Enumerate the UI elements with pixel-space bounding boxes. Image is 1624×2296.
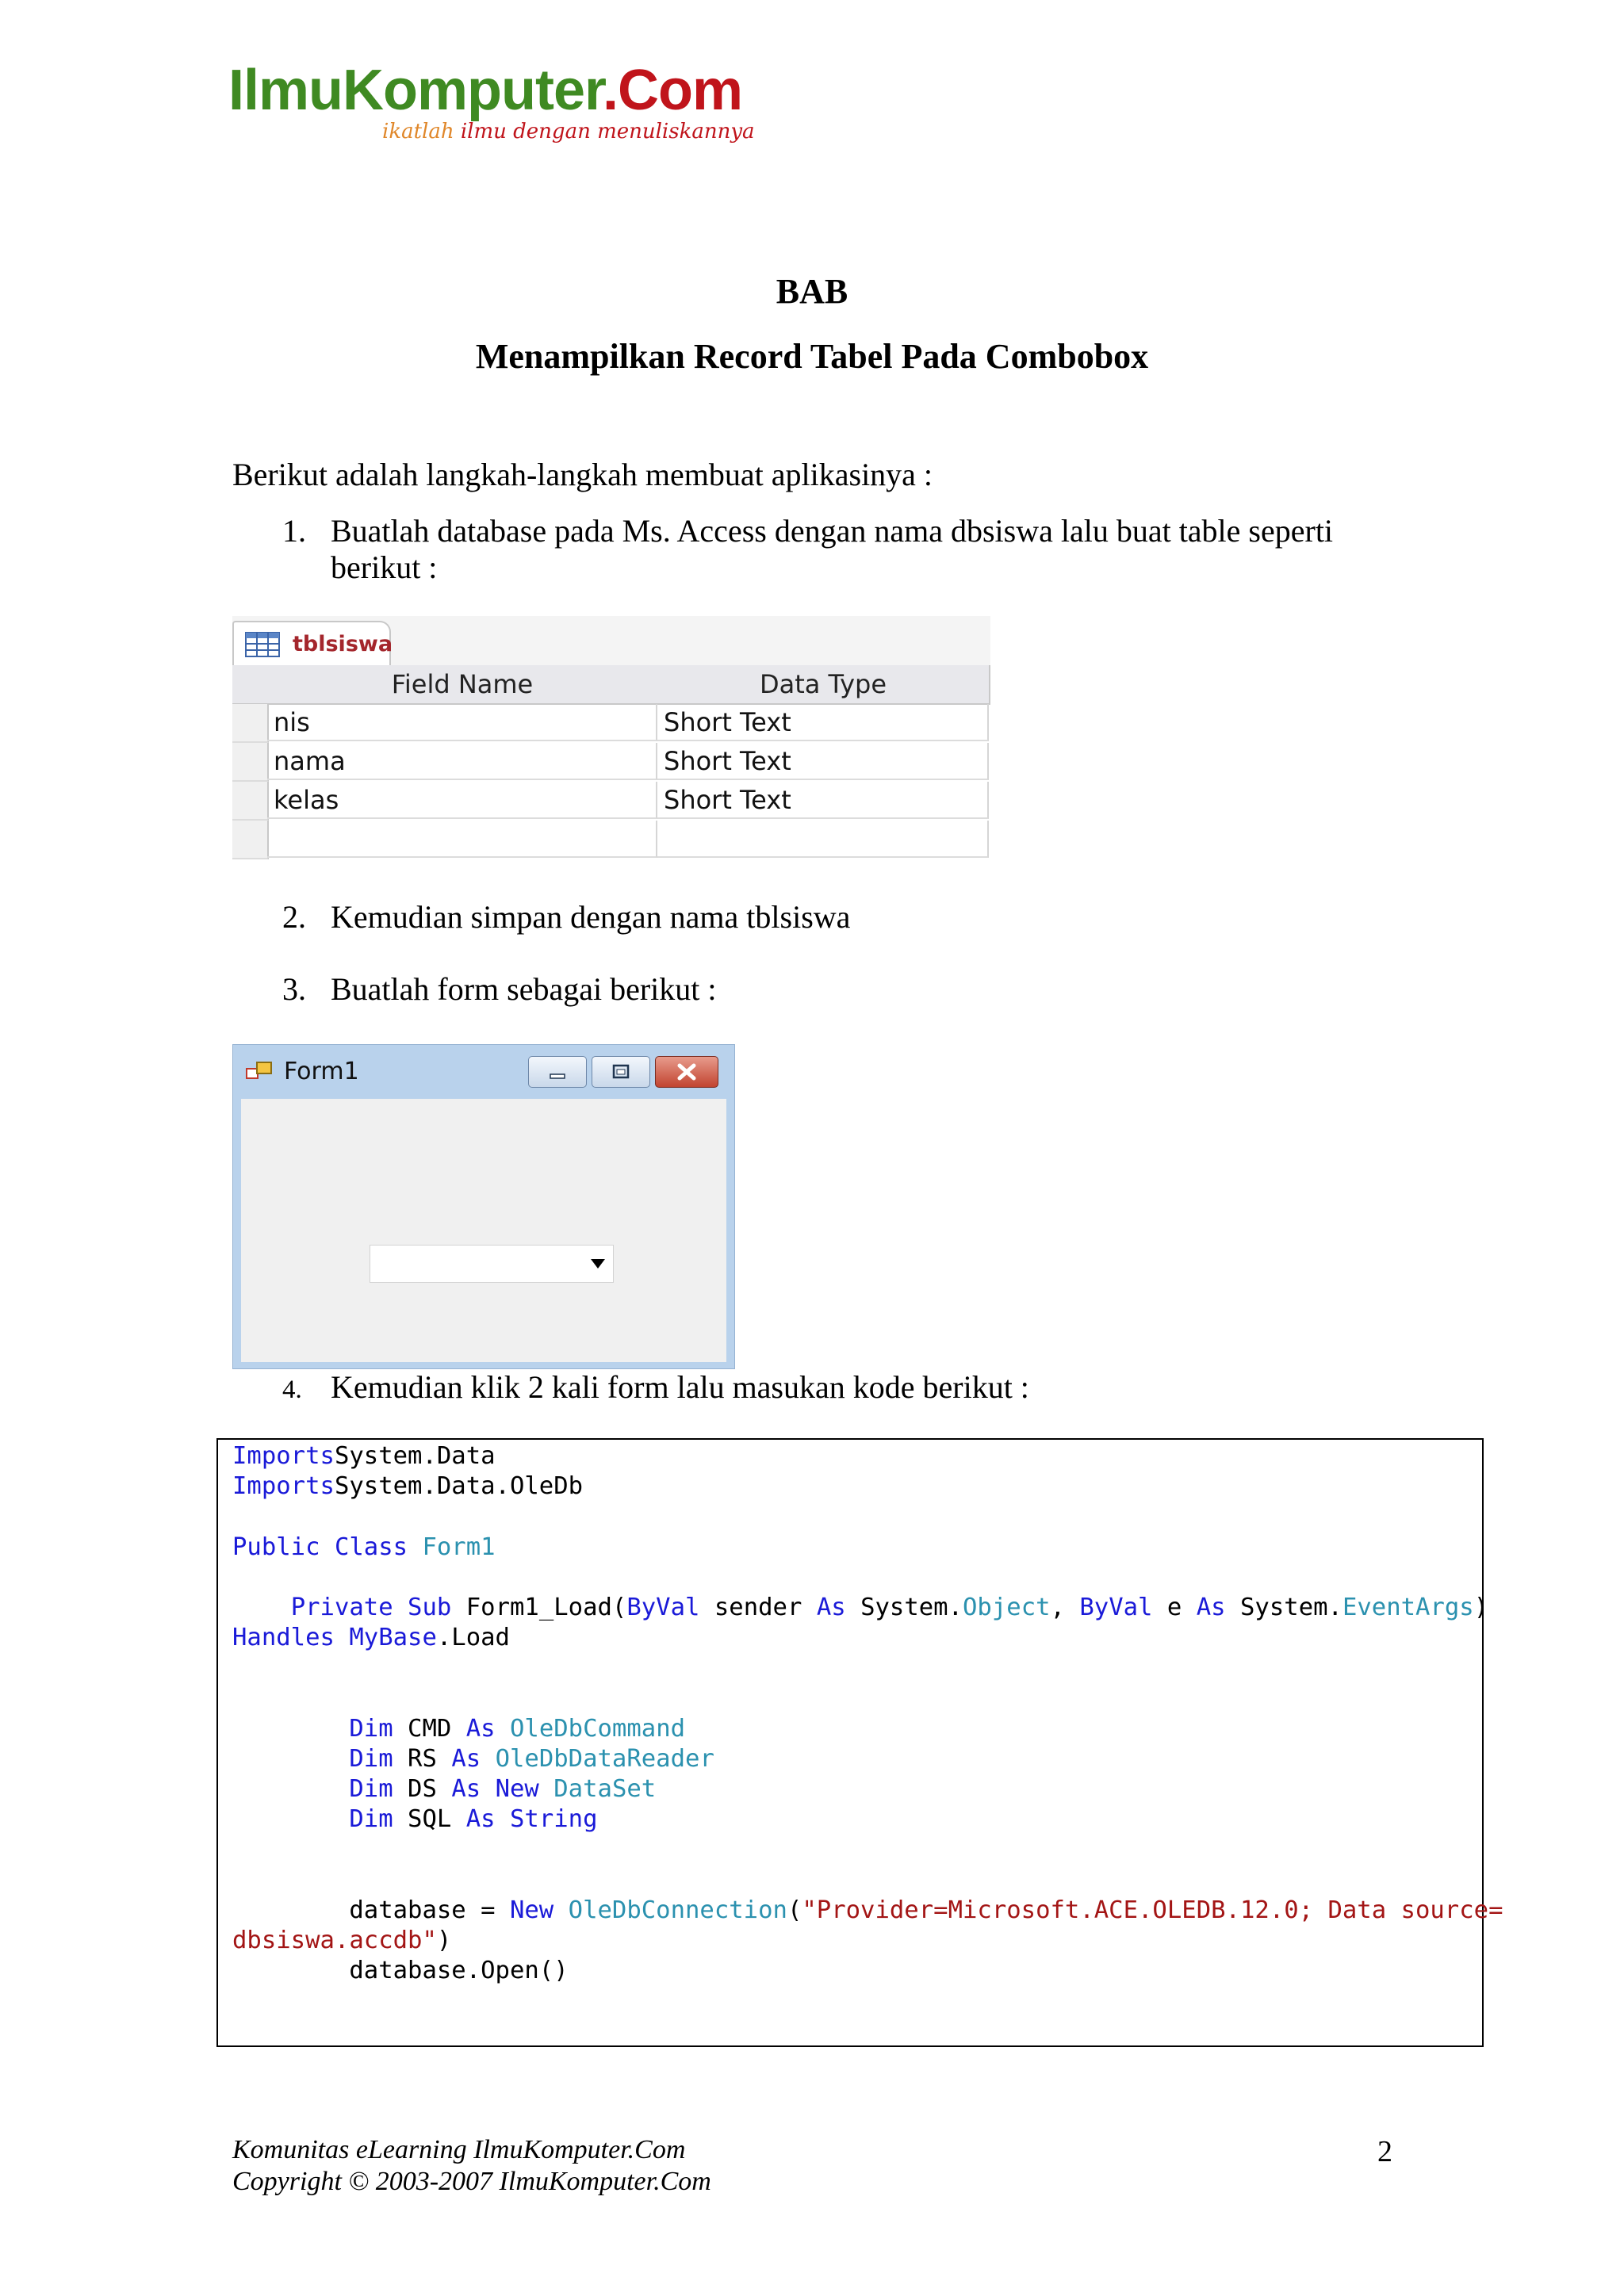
form-app-icon xyxy=(246,1061,274,1085)
combobox[interactable] xyxy=(370,1245,614,1283)
code-token: database.Open() xyxy=(232,1957,569,1985)
maximize-button[interactable] xyxy=(592,1056,650,1088)
code-token xyxy=(232,1775,349,1803)
logo-text-main: IlmuKomputer xyxy=(228,59,603,122)
field-name-cell[interactable]: nama xyxy=(267,743,657,780)
step-1-text-cont: berikut : xyxy=(331,549,438,585)
step-4-number: 4. xyxy=(282,1376,302,1404)
code-token: Dim xyxy=(349,1714,393,1743)
code-line xyxy=(232,1594,1488,1621)
code-token xyxy=(232,1745,349,1773)
step-2-number: 2. xyxy=(282,899,306,935)
code-token: ByVal xyxy=(626,1594,700,1622)
code-token: ByVal xyxy=(1079,1594,1153,1622)
code-token xyxy=(232,1715,349,1743)
code-token: New xyxy=(495,1775,539,1804)
field-name-cell-empty[interactable] xyxy=(267,821,657,858)
row-selector-header[interactable] xyxy=(232,665,269,705)
code-token: Dim xyxy=(349,1805,393,1834)
data-type-cell[interactable]: Short Text xyxy=(657,743,989,780)
code-line xyxy=(232,1715,685,1743)
code-token xyxy=(232,1594,291,1621)
code-token: sender xyxy=(699,1594,817,1622)
close-icon xyxy=(656,1057,718,1087)
access-table-tab[interactable] xyxy=(232,621,391,667)
code-token: System.Data.OleDb xyxy=(334,1472,584,1501)
code-token: Dim xyxy=(349,1775,393,1804)
maximize-icon xyxy=(592,1057,649,1087)
code-token xyxy=(393,1594,408,1621)
code-token: database = xyxy=(232,1896,510,1925)
code-token: EventArgs xyxy=(1342,1594,1474,1622)
code-line xyxy=(232,1472,583,1500)
code-line xyxy=(232,1533,496,1561)
access-tab-label: tblsiswa xyxy=(293,632,393,656)
page-number: 2 xyxy=(1377,2135,1392,2168)
step-2-text: Kemudian simpan dengan nama tblsiswa xyxy=(331,899,851,935)
code-token: As xyxy=(816,1594,846,1622)
row-selector[interactable] xyxy=(232,821,269,859)
row-selector[interactable] xyxy=(232,704,269,743)
code-line xyxy=(232,1957,569,1984)
chapter-label: BAB xyxy=(776,272,848,311)
code-token: "Provider=Microsoft.ACE.OLEDB.12.0; Data source= xyxy=(802,1896,1503,1925)
code-token: dbsiswa.accdb" xyxy=(232,1927,437,1955)
code-token: System. xyxy=(845,1594,963,1622)
form-client-area xyxy=(241,1099,726,1362)
field-name-cell[interactable]: kelas xyxy=(267,782,657,819)
code-token: As xyxy=(451,1745,481,1774)
row-selector[interactable] xyxy=(232,782,269,821)
logo-tagline-rest: ilmu dengan menuliskannya xyxy=(454,120,755,144)
code-token xyxy=(481,1775,495,1803)
code-line xyxy=(232,1442,496,1470)
code-block xyxy=(216,1438,1503,2047)
code-token: As xyxy=(465,1805,496,1834)
code-token: As xyxy=(451,1775,481,1804)
step-1-text: Buatlah database pada Ms. Access dengan nama dbsiswa lalu buat table seperti xyxy=(331,513,1334,549)
data-type-cell[interactable]: Short Text xyxy=(657,782,989,819)
minimize-button[interactable] xyxy=(528,1056,587,1088)
code-token xyxy=(539,1775,553,1803)
code-token: String xyxy=(510,1805,598,1834)
code-token: RS xyxy=(393,1745,452,1774)
code-token xyxy=(481,1745,495,1773)
code-line xyxy=(232,1896,1503,1924)
code-token xyxy=(496,1715,510,1743)
code-token xyxy=(232,1805,349,1833)
code-token: Handles xyxy=(232,1624,335,1652)
code-line xyxy=(232,1805,598,1833)
intro-paragraph: Berikut adalah langkah-langkah membuat aplikasinya : xyxy=(232,457,933,492)
column-header-data-type[interactable]: Data Type xyxy=(657,665,990,705)
code-token: OleDbConnection xyxy=(568,1896,787,1925)
footer-copyright: Copyright © 2003-2007 IlmuKomputer.Com xyxy=(232,2167,711,2196)
code-token: OleDbDataReader xyxy=(495,1745,714,1774)
code-token: OleDbCommand xyxy=(510,1714,686,1743)
code-token xyxy=(320,1533,335,1561)
code-token: ) xyxy=(436,1927,452,1955)
footer-community: Komunitas eLearning IlmuKomputer.Com xyxy=(232,2135,686,2164)
field-name-cell[interactable]: nis xyxy=(267,704,657,741)
code-token: As xyxy=(1196,1594,1226,1622)
table-icon xyxy=(245,632,280,657)
site-logo xyxy=(228,59,743,122)
access-table-design-view xyxy=(232,616,990,862)
code-token xyxy=(408,1533,422,1561)
code-token: System.Data xyxy=(334,1442,496,1470)
code-token: System. xyxy=(1225,1594,1342,1622)
code-token: Imports xyxy=(232,1442,335,1470)
step-1-number: 1. xyxy=(282,513,306,549)
form-title: Form1 xyxy=(284,1058,359,1085)
code-token: Private xyxy=(290,1594,393,1622)
step-4-text: Kemudian klik 2 kali form lalu masukan kode berikut : xyxy=(331,1369,1029,1405)
code-token: e xyxy=(1152,1594,1197,1622)
code-token: Sub xyxy=(408,1594,452,1622)
code-token: Imports xyxy=(232,1472,335,1501)
code-token: DS xyxy=(393,1775,452,1804)
chevron-down-icon[interactable] xyxy=(591,1259,605,1269)
code-listing xyxy=(232,1441,1503,1987)
chapter-title: Menampilkan Record Tabel Pada Combobox xyxy=(475,337,1149,376)
code-token: Public xyxy=(232,1533,320,1561)
close-button[interactable] xyxy=(655,1056,718,1088)
logo-text-domain: .Com xyxy=(603,59,743,122)
code-token: Dim xyxy=(349,1745,393,1774)
code-token: ) xyxy=(1473,1594,1489,1622)
code-line xyxy=(232,1745,714,1773)
code-token: New xyxy=(509,1896,554,1925)
row-selector[interactable] xyxy=(232,743,269,782)
code-token: As xyxy=(465,1714,496,1743)
code-token xyxy=(553,1896,568,1924)
code-token: Class xyxy=(334,1533,408,1561)
code-token: SQL xyxy=(393,1805,466,1834)
code-token: .Load xyxy=(436,1624,510,1652)
code-token: ( xyxy=(787,1896,802,1925)
code-line xyxy=(232,1624,510,1651)
code-token xyxy=(335,1624,349,1651)
code-token: Object xyxy=(963,1594,1051,1622)
winform-window xyxy=(232,1044,735,1369)
logo-tagline xyxy=(382,121,755,142)
step-3-number: 3. xyxy=(282,971,306,1007)
code-line xyxy=(232,1775,656,1803)
data-type-cell-empty[interactable] xyxy=(657,821,989,858)
code-token: DataSet xyxy=(553,1775,657,1804)
code-token: Form1_Load( xyxy=(451,1594,627,1622)
column-header-field-name[interactable]: Field Name xyxy=(267,665,659,705)
code-line xyxy=(232,1927,451,1954)
code-token xyxy=(496,1805,510,1833)
code-token: CMD xyxy=(393,1714,466,1743)
data-type-cell[interactable]: Short Text xyxy=(657,704,989,741)
code-token: , xyxy=(1050,1594,1080,1622)
step-3-text: Buatlah form sebagai berikut : xyxy=(331,971,717,1007)
logo-tagline-first: ikatlah xyxy=(382,120,454,144)
code-token: Form1 xyxy=(422,1533,496,1561)
code-token: MyBase xyxy=(349,1624,437,1652)
minimize-icon xyxy=(529,1057,586,1087)
